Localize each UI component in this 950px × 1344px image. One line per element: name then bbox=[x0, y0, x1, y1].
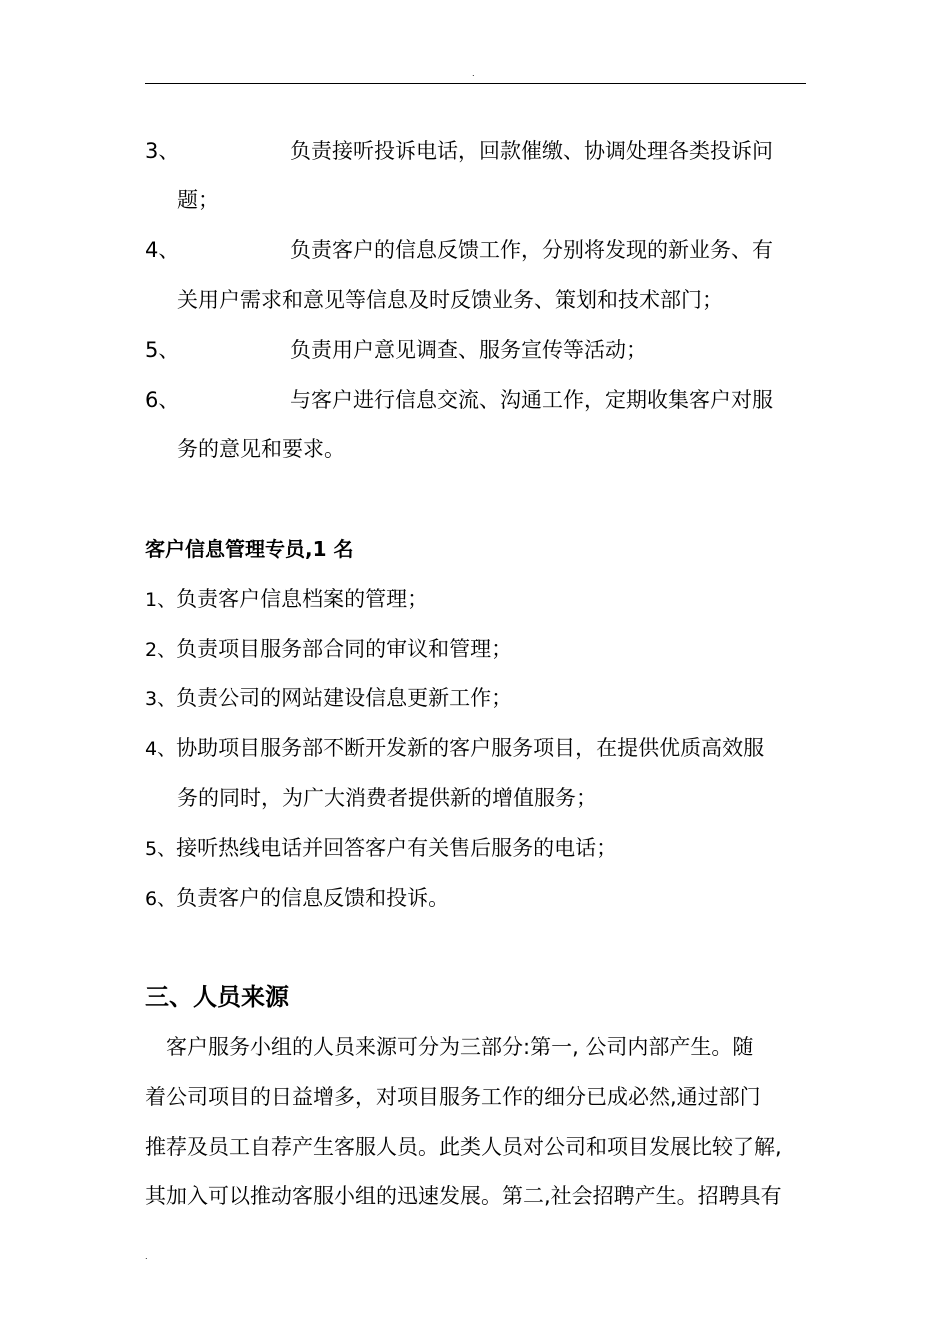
list-number: 3、 bbox=[145, 139, 180, 163]
paragraph-line: 推荐及员工自荐产生客服人员。此类人员对公司和项目发展比较了解, bbox=[145, 1135, 782, 1159]
list-item bbox=[145, 237, 773, 263]
list-item bbox=[145, 337, 647, 363]
list-item-continuation: 务的同时，为广大消费者提供新的增值服务； bbox=[177, 786, 597, 810]
footer-mark: . bbox=[145, 1252, 148, 1261]
list-item bbox=[145, 138, 773, 164]
paragraph-line: 客户服务小组的人员来源可分为三部分:第一, 公司内部产生。随 bbox=[145, 1035, 754, 1059]
list-item bbox=[145, 636, 512, 663]
header-mark: . bbox=[472, 69, 475, 78]
list-number: 2、 bbox=[145, 639, 177, 661]
list-number: 5、 bbox=[145, 338, 180, 362]
list-item bbox=[145, 885, 449, 912]
list-item bbox=[145, 735, 764, 762]
paragraph-line: 其加入可以推动客服小组的迅速发展。第二,社会招聘产生。招聘具有 bbox=[145, 1184, 782, 1208]
list-text: 负责项目服务部合同的审议和管理； bbox=[176, 637, 513, 661]
list-item-continuation: 关用户需求和意见等信息及时反馈业务、策划和技术部门； bbox=[177, 288, 723, 312]
list-text: 负责接听投诉电话，回款催缴、协调处理各类投诉问 bbox=[290, 139, 773, 163]
list-number: 6、 bbox=[145, 888, 177, 910]
section-title: 三、人员来源 bbox=[145, 983, 289, 1011]
paragraph-line: 着公司项目的日益增多，对项目服务工作的细分已成必然,通过部门 bbox=[145, 1085, 761, 1109]
list-item bbox=[145, 586, 428, 613]
list-text: 与客户进行信息交流、沟通工作，定期收集客户对服 bbox=[290, 388, 773, 412]
list-number: 6、 bbox=[145, 388, 180, 412]
list-text: 负责客户信息档案的管理； bbox=[176, 587, 429, 611]
list-text: 协助项目服务部不断开发新的客户服务项目，在提供优质高效服 bbox=[176, 736, 765, 760]
list-number: 5、 bbox=[145, 838, 177, 860]
list-number: 3、 bbox=[145, 688, 177, 710]
list-item bbox=[145, 387, 773, 413]
list-item-continuation: 题； bbox=[177, 188, 219, 212]
list-text: 负责客户的信息反馈和投诉。 bbox=[176, 886, 450, 910]
list-text: 接听热线电话并回答客户有关售后服务的电话； bbox=[176, 836, 618, 860]
header-rule bbox=[145, 83, 806, 84]
list-item bbox=[145, 835, 617, 862]
list-item bbox=[145, 685, 512, 712]
list-number: 4、 bbox=[145, 238, 180, 262]
list-number: 4、 bbox=[145, 738, 177, 760]
list-number: 1、 bbox=[145, 589, 177, 611]
list-item-continuation: 务的意见和要求。 bbox=[177, 437, 345, 461]
role-heading: 客户信息管理专员,1 名 bbox=[145, 537, 354, 561]
list-text: 负责公司的网站建设信息更新工作； bbox=[176, 686, 513, 710]
list-text: 负责客户的信息反馈工作，分别将发现的新业务、有 bbox=[290, 238, 773, 262]
list-text: 负责用户意见调查、服务宣传等活动； bbox=[290, 338, 647, 362]
